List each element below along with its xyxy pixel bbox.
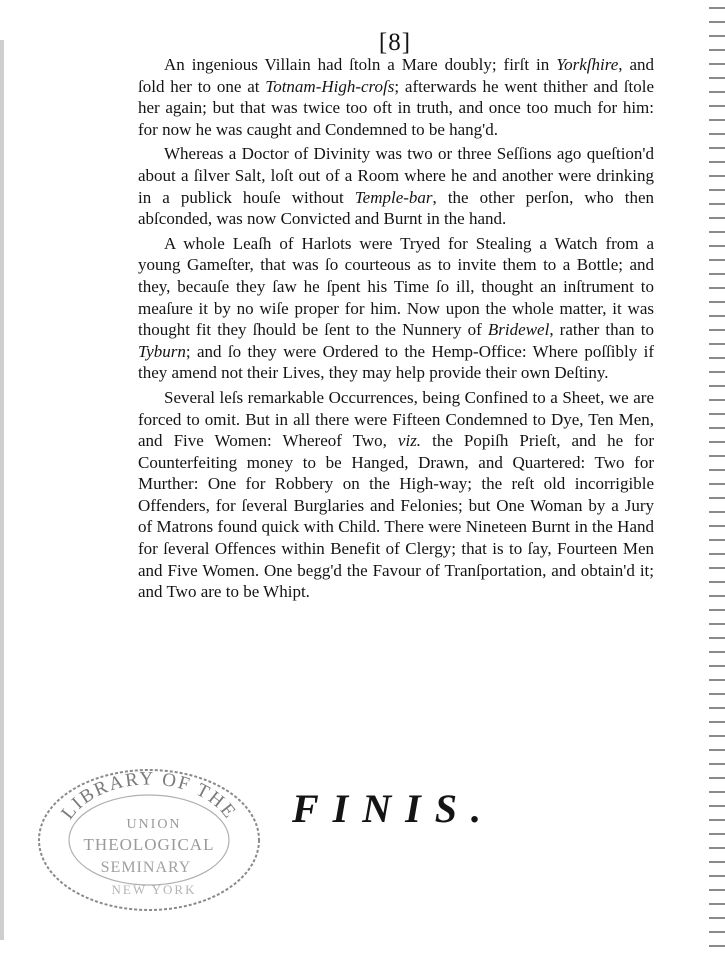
text-run: , and ſold her to one at — [138, 55, 655, 96]
stamp-arc-text: LIBRARY OF THE — [57, 768, 241, 824]
italic-text-run: Temple-bar — [354, 187, 433, 207]
library-stamp-seal — [36, 760, 262, 912]
italic-text-run: Bridewel — [487, 320, 550, 340]
text-run: ; afterwards he went thither and ſtole her again; but that was twice too oft in truth, and once too much for him: for now he was caught and Condemned to be hang'd. — [138, 76, 654, 139]
stamp-line-3: SEMINARY — [100, 859, 192, 876]
text-run: ; and ſo they were Ordered to the Hemp-Office: Where poſſibly if they amend not their Lives, they may help provide their own Deſtiny. — [138, 341, 654, 383]
text-run: , the other perſon, who then abſconded, was now Convicted and Burnt in the hand. — [138, 187, 654, 229]
finis-heading: FINIS. — [292, 786, 495, 831]
italic-text-run: Totnam-High-croſs — [265, 76, 395, 96]
text-run: Whereas a Doctor of Divinity was two or three Seſſions ago queſtion'd about a ſilver Salt, loſt out of a Room where he and another were drinking in a publick houſe without — [138, 144, 654, 207]
article-body — [138, 54, 654, 603]
text-run: the Popiſh Prieſt, and he for Counterfeiting money to be Hanged, Drawn, and Quartered: Two for Murther: One for Robbery on the High-way; the reſt old incorrigible Offenders, for ſeveral Burglaries and Felonies; but One Woman by a Jury of Matrons found quick with Child. There were Nineteen Burnt in the Hand for ſeveral Offences within Benefit of Clergy; that is to ſay, Fourteen Men and Five Women. One begg'd the Favour of Tranſportation, and obtain'd it; and Two are to be Whipt. — [138, 431, 654, 602]
page-edge-shadow-right — [709, 0, 725, 958]
italic-text-run: Tyburn — [138, 341, 186, 361]
stamp-line-4: NEW YORK — [111, 882, 197, 897]
paragraph-silver-salt — [138, 143, 654, 229]
text-run: A whole Leaſh of Harlots were Tryed for Stealing a Watch from a young Gameſter, that was ſo courteous as to invite them to a Bottle; and they, becauſe they ſaw he ſpent his Time ſo ill, thought an inſtrument to meaſure it by no wiſe proper for him. Now upon the whole matter, it was thought fit they ſhould be ſent to the Nunnery of — [138, 233, 654, 340]
svg-text:LIBRARY OF THE — [57, 768, 240, 823]
text-run: , rather than to — [549, 320, 654, 340]
page-edge-shadow-left — [0, 40, 4, 940]
library-stamp — [36, 760, 262, 912]
paragraph-summary-sentences — [138, 387, 654, 603]
stamp-line-1: UNION — [126, 817, 182, 832]
paragraph-harlots-watch — [138, 233, 654, 384]
text-run: An ingenious Villain had ſtoln a Mare doubly; firſt in — [164, 55, 557, 74]
paragraph-horse-thief — [138, 54, 654, 140]
italic-text-run: Yorkſhire — [556, 55, 619, 74]
page-number: [8] — [378, 29, 412, 56]
text-run: Several leſs remarkable Occurrences, being Confined to a Sheet, we are forced to omit. But in all there were Fifteen Condemned to Dye, Ten Men, and Five Women: Whereof Two, — [138, 387, 654, 451]
stamp-line-2: THEOLOGICAL — [83, 835, 215, 854]
italic-text-run: viz. — [397, 431, 422, 451]
